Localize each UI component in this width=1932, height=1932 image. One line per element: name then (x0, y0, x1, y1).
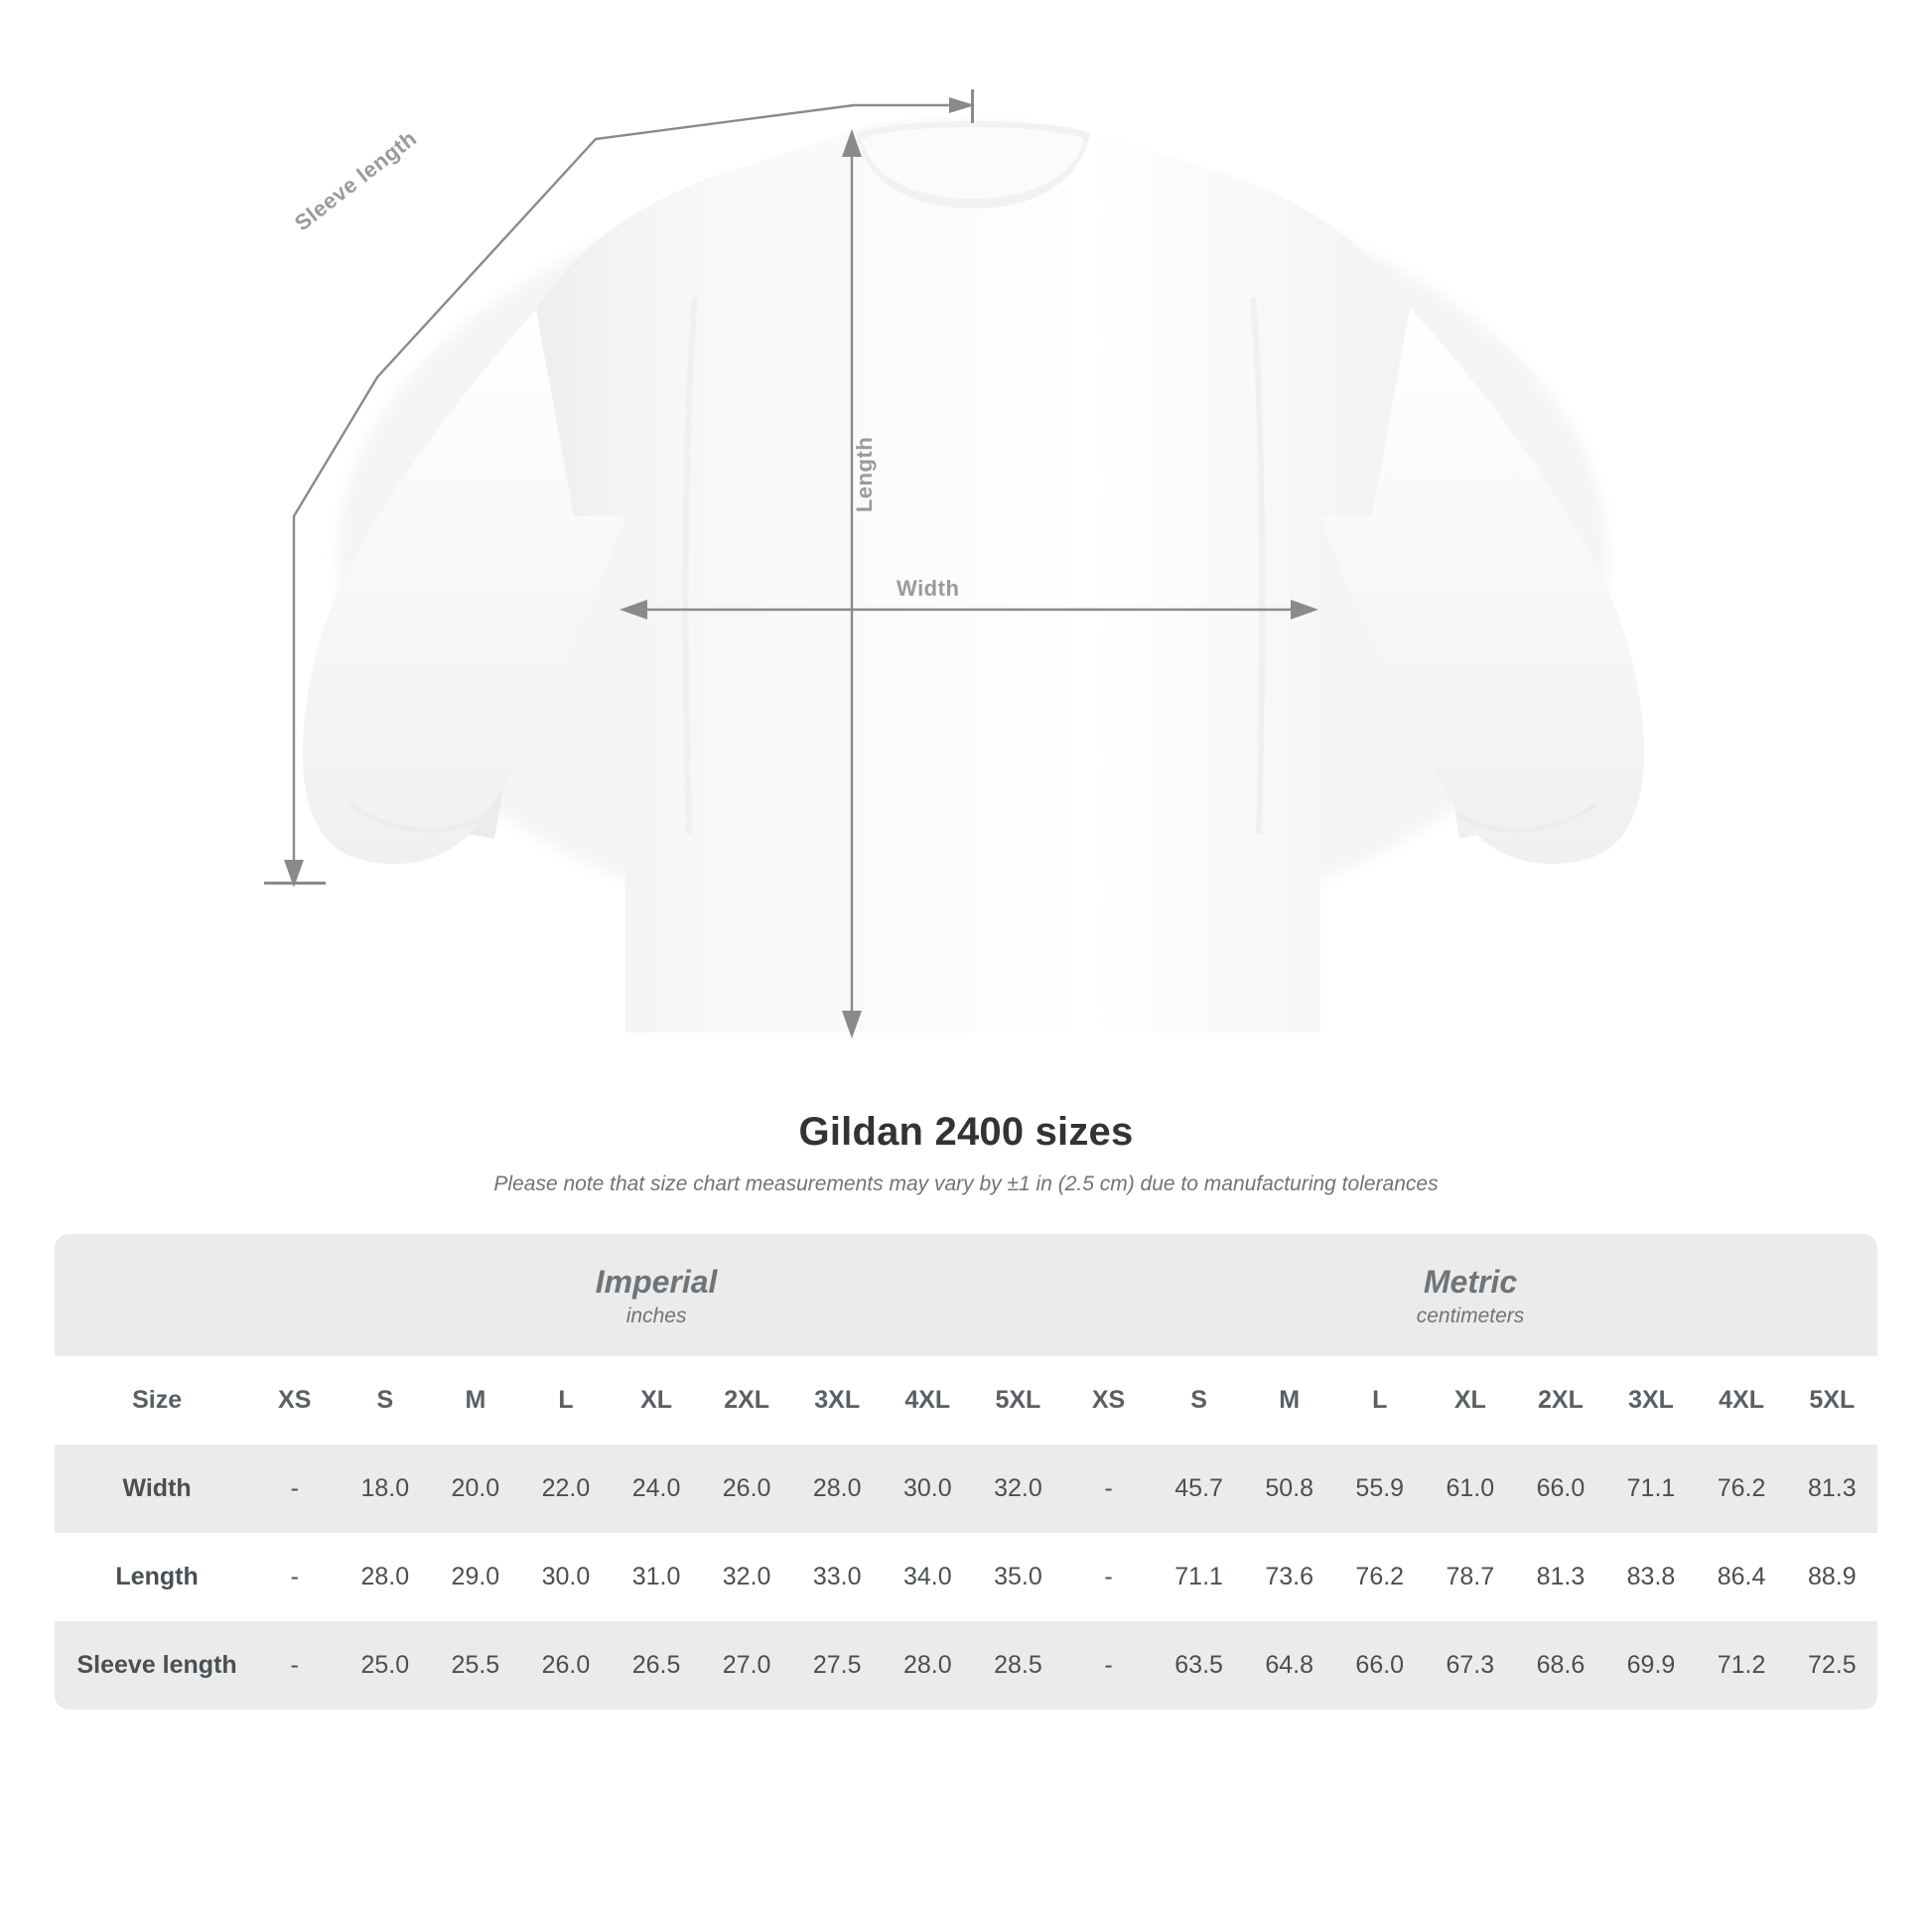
cell: 26.5 (612, 1621, 702, 1710)
cell: 28.0 (883, 1621, 973, 1710)
tolerance-note: Please note that size chart measurements may vary by ±1 in (2.5 cm) due to manufacturing tolerances (493, 1173, 1439, 1195)
table-row (55, 1533, 1877, 1621)
cell: 78.7 (1425, 1533, 1515, 1621)
cell: 76.2 (1697, 1445, 1787, 1533)
size-header-imperial-5xl: 5XL (973, 1356, 1063, 1445)
width-label: Width (897, 576, 960, 601)
title-block (0, 1110, 1932, 1196)
table-row (55, 1445, 1877, 1533)
cell: 25.5 (430, 1621, 520, 1710)
cell: 55.9 (1334, 1445, 1425, 1533)
size-header-imperial-xs: XS (249, 1356, 340, 1445)
cell: 28.5 (973, 1621, 1063, 1710)
cell: 26.0 (520, 1621, 611, 1710)
cell: 67.3 (1425, 1621, 1515, 1710)
cell: 32.0 (973, 1445, 1063, 1533)
cell: 68.6 (1515, 1621, 1605, 1710)
size-header-imperial-l: L (520, 1356, 611, 1445)
row-label-length: Length (55, 1533, 249, 1621)
size-header-imperial-3xl: 3XL (792, 1356, 883, 1445)
cell: 28.0 (792, 1445, 883, 1533)
cell: 66.0 (1515, 1445, 1605, 1533)
cell: 22.0 (520, 1445, 611, 1533)
size-header-metric-2xl: 2XL (1515, 1356, 1605, 1445)
cell: 35.0 (973, 1533, 1063, 1621)
size-header-metric-m: M (1244, 1356, 1334, 1445)
cell: - (1063, 1533, 1154, 1621)
cell: 81.3 (1515, 1533, 1605, 1621)
cell: 30.0 (883, 1445, 973, 1533)
cell: 66.0 (1334, 1621, 1425, 1710)
unit-metric-sub: centimeters (1416, 1305, 1525, 1327)
row-label-sleeve-length: Sleeve length (55, 1621, 249, 1710)
cell: - (249, 1533, 340, 1621)
cell: 26.0 (702, 1445, 792, 1533)
cell: 31.0 (612, 1533, 702, 1621)
cell: 27.5 (792, 1621, 883, 1710)
size-header-row (55, 1356, 1877, 1445)
size-header-imperial-s: S (340, 1356, 430, 1445)
unit-header-row (55, 1234, 1877, 1356)
cell: 29.0 (430, 1533, 520, 1621)
size-header-imperial-xl: XL (612, 1356, 702, 1445)
unit-imperial (249, 1234, 1063, 1356)
cell: 81.3 (1787, 1445, 1877, 1533)
cell: 72.5 (1787, 1621, 1877, 1710)
size-header-metric-l: L (1334, 1356, 1425, 1445)
cell: 34.0 (883, 1533, 973, 1621)
unit-spacer (55, 1234, 249, 1356)
page-title: Gildan 2400 sizes (798, 1110, 1134, 1154)
cell: - (1063, 1445, 1154, 1533)
cell: 83.8 (1605, 1533, 1696, 1621)
size-header-metric-s: S (1154, 1356, 1244, 1445)
cell: 28.0 (340, 1533, 430, 1621)
cell: 71.2 (1697, 1621, 1787, 1710)
garment-body (303, 116, 1644, 1033)
size-header-metric-xs: XS (1063, 1356, 1154, 1445)
table-row (55, 1621, 1877, 1710)
cell: 30.0 (520, 1533, 611, 1621)
cell: 64.8 (1244, 1621, 1334, 1710)
size-header-imperial-4xl: 4XL (883, 1356, 973, 1445)
size-header-metric-xl: XL (1425, 1356, 1515, 1445)
size-table-wrapper (55, 1234, 1877, 1710)
cell: 33.0 (792, 1533, 883, 1621)
cell: 61.0 (1425, 1445, 1515, 1533)
cell: 24.0 (612, 1445, 702, 1533)
cell: 45.7 (1154, 1445, 1244, 1533)
cell: - (1063, 1621, 1154, 1710)
size-header-metric-4xl: 4XL (1697, 1356, 1787, 1445)
cell: - (249, 1445, 340, 1533)
cell: 71.1 (1605, 1445, 1696, 1533)
cell: 50.8 (1244, 1445, 1334, 1533)
cell: 88.9 (1787, 1533, 1877, 1621)
row-label-width: Width (55, 1445, 249, 1533)
unit-imperial-title: Imperial (595, 1264, 718, 1300)
length-label: Length (852, 436, 877, 513)
cell: 27.0 (702, 1621, 792, 1710)
cell: 18.0 (340, 1445, 430, 1533)
size-table (55, 1234, 1877, 1710)
size-header-imperial-m: M (430, 1356, 520, 1445)
cell: 86.4 (1697, 1533, 1787, 1621)
cell: 25.0 (340, 1621, 430, 1710)
cell: 71.1 (1154, 1533, 1244, 1621)
sleeve-length-label: Sleeve length (289, 125, 422, 236)
unit-metric (1063, 1234, 1877, 1356)
cell: 20.0 (430, 1445, 520, 1533)
size-header-metric-5xl: 5XL (1787, 1356, 1877, 1445)
size-header-metric-3xl: 3XL (1605, 1356, 1696, 1445)
cell: 76.2 (1334, 1533, 1425, 1621)
cell: 69.9 (1605, 1621, 1696, 1710)
size-header-label: Size (55, 1356, 249, 1445)
cell: 32.0 (702, 1533, 792, 1621)
cell: 63.5 (1154, 1621, 1244, 1710)
cell: 73.6 (1244, 1533, 1334, 1621)
cell: - (249, 1621, 340, 1710)
unit-metric-title: Metric (1423, 1264, 1518, 1300)
unit-imperial-sub: inches (625, 1305, 687, 1327)
size-header-imperial-2xl: 2XL (702, 1356, 792, 1445)
